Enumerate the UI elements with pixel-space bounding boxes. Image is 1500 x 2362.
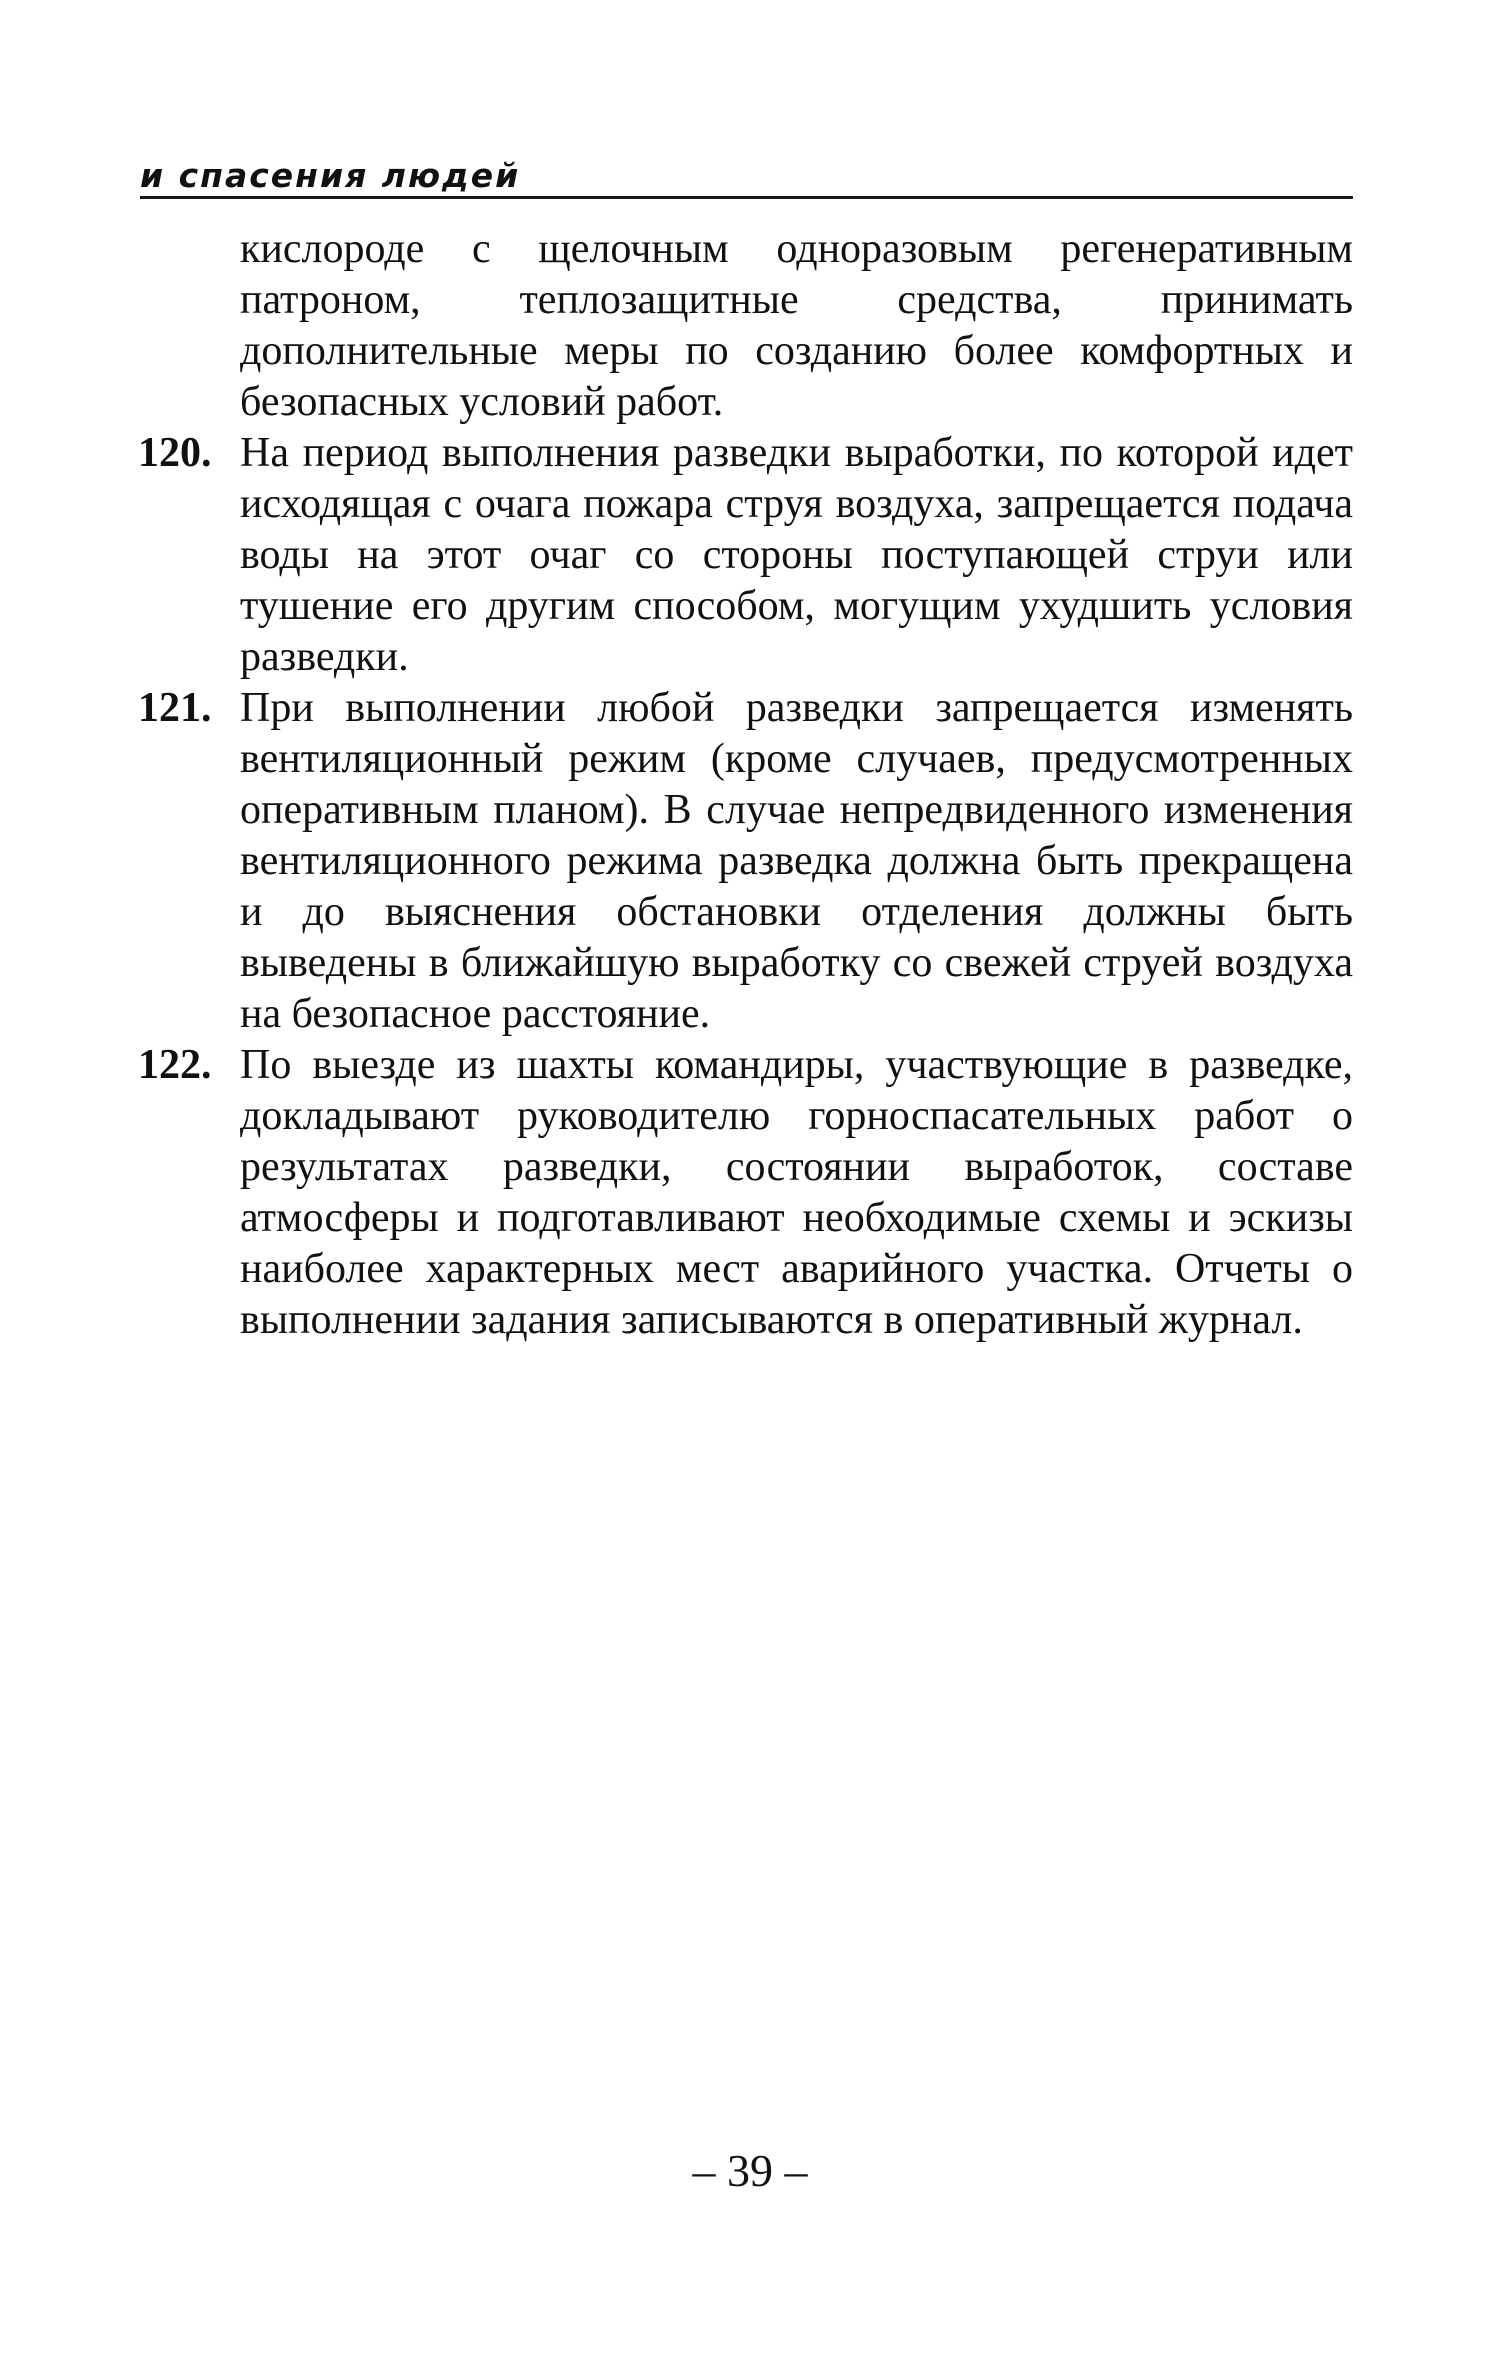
item-number: 121. xyxy=(138,685,212,731)
item-number: 120. xyxy=(138,430,212,476)
item-text: По выезде из шахты командиры, участвующие в разведке, докладывают руководителю горноспасательных работ о результатах разведки, состоянии выработок, составе атмосферы и подготавливают необходимые схемы и эскизы наиболее характерных мест аварийного участка. Отчеты о выполнении задания записываются в оперативный журнал. xyxy=(240,1042,1353,1343)
item-text: На период выполнения разведки выработки, по которой идет исходящая с очага пожара струя воздуха, запрещается подача воды на этот очаг со стороны поступающей струи или тушение его другим способом, могущим ухудшить условия разведки. xyxy=(240,430,1353,680)
running-head-title: и спасения людей xyxy=(140,156,521,195)
item-120 xyxy=(138,428,1353,683)
page-number: – 39 – xyxy=(692,2145,808,2196)
body-text xyxy=(138,224,1353,1346)
continuation-paragraph: кислороде с щелочным одноразовым регенеративным патроном, теплозащитные средства, принимать дополнительные меры по созданию более комфортных и безопасных условий работ. xyxy=(240,226,1353,425)
running-head xyxy=(140,150,1353,199)
item-121 xyxy=(138,683,1353,1040)
item-number: 122. xyxy=(138,1042,212,1088)
item-text: При выполнении любой разведки запрещается изменять вентиляционный режим (кроме случаев, предусмотренных оперативным планом). В случае непредвиденного изменения вентиляционного режима разведка должна быть прекращена и до выяснения обстановки отделения должны быть выведены в ближайшую выработку со свежей струей воздуха на безопасное расстояние. xyxy=(240,685,1353,1037)
item-122 xyxy=(138,1040,1353,1346)
